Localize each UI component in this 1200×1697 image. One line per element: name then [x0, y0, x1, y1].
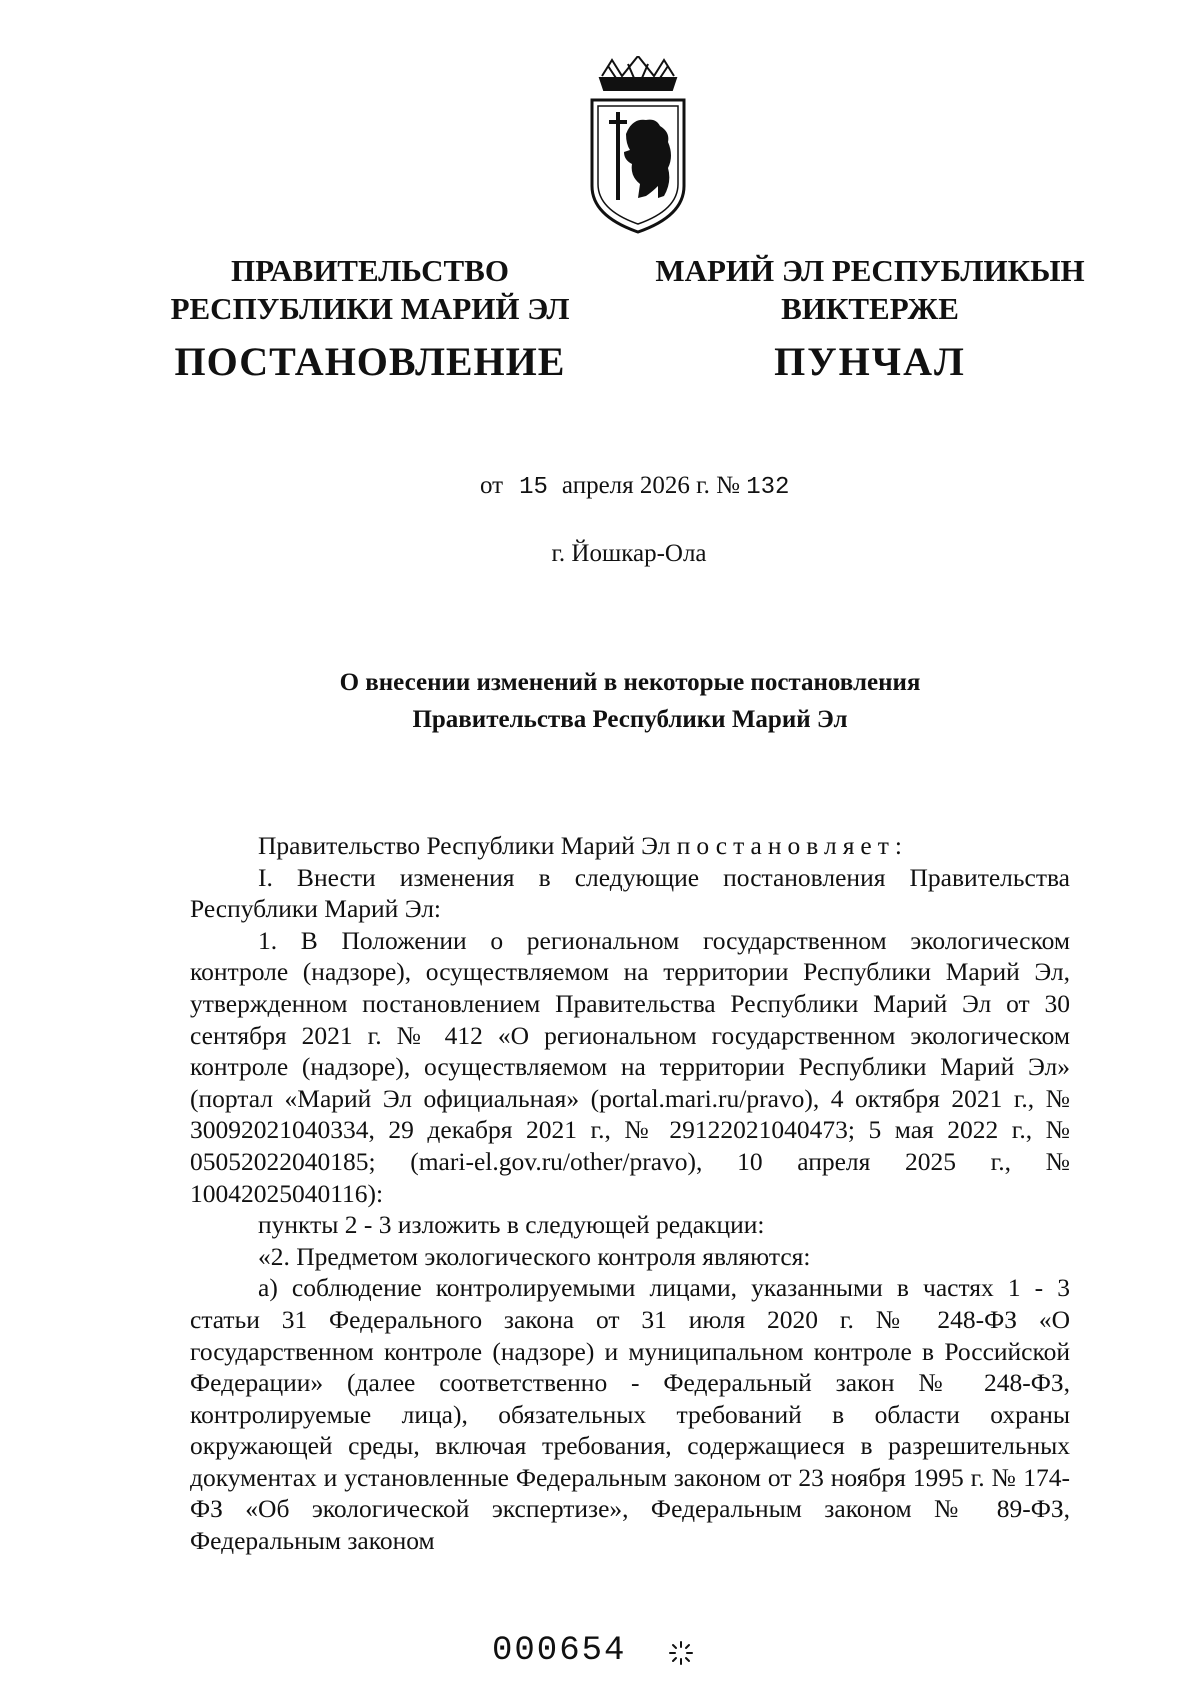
intro-spaced: постановляет [676, 831, 895, 860]
document-number: 132 [746, 474, 790, 501]
doctype-mari: ПУНЧАЛ [774, 339, 966, 384]
intro-end: : [894, 831, 902, 860]
header-left-line2: РЕСПУБЛИКИ МАРИЙ ЭЛ [170, 291, 570, 326]
doctype-russian: ПОСТАНОВЛЕНИЕ [174, 339, 566, 384]
subject-line1: О внесении изменений в некоторые постановления [339, 669, 921, 696]
header-left [160, 252, 580, 328]
city-name: г. Йошкар-Ола [551, 540, 707, 567]
date-month-year: апреля 2026 г. № [561, 472, 740, 499]
paragraph-3: пункты 2 - 3 изложить в следующей редакции: [258, 1210, 765, 1240]
paragraph-1: I. Внести изменения в следующие постановления Правительства Республики Марий Эл: [190, 862, 1070, 924]
paragraph-4: «2. Предметом экологического контроля являются: [258, 1241, 811, 1271]
intro-paragraph [190, 830, 1070, 862]
header-right-line1: МАРИЙ ЭЛ РЕСПУБЛИКЫН [655, 253, 1085, 288]
document-body [190, 830, 1070, 1557]
document-subject [200, 664, 1060, 738]
intro-lead: Правительство Республики Марий Эл [258, 831, 677, 860]
date-prefix: от [480, 472, 504, 499]
paragraph-5: а) соблюдение контролируемыми лицами, указанными в частях 1 - 3 статьи 31 Федерального закона от 31 июля 2020 г. № 248-ФЗ «О государственном контроле (надзоре) и муниципальном контроле в Российской Федерации» (далее соответственно - Федеральный закон № 248-ФЗ, контролируемые лица), обязательных требований в области охраны окружающей среды, включая требования, содержащиеся в разрешительных документах и установленные Федеральным законом от 23 ноября 1995 г. № 174-ФЗ «Об экологической экспертизе», Федеральным законом № 89-ФЗ, Федеральным законом [190, 1273, 1070, 1556]
security-mark-icon [668, 1640, 694, 1666]
paragraph-2: 1. В Положении о региональном государственном экологическом контроле (надзоре), осуществляемом на территории Республики Марий Эл, утвержденном постановлением Правительства Республики Марий Эл от 30 сентября 2021 г. № 412 «О региональном государственном экологическом контроле (надзоре), осуществляемом на территории Республики Марий Эл» (портал «Марий Эл официальная» (portal.mari.ru/pravo), 4 октября 2021 г., № 30092021040334, 29 декабря 2021 г., № 29122021040473; 5 мая 2022 г., № 05052022040185; (mari-el.gov.ru/other/pravo), 10 апреля 2025 г., № 10042025040116): [190, 925, 1070, 1208]
serial-number: 000654 [492, 1632, 627, 1670]
document-date-line [480, 472, 789, 501]
coat-of-arms-bear-icon [580, 56, 696, 236]
header-right-line2: ВИКТЕРЖЕ [781, 291, 959, 326]
subject-line2: Правительства Республики Марий Эл [412, 706, 848, 733]
date-day: 15 [519, 474, 548, 501]
header-right [640, 252, 1100, 328]
header-left-line1: ПРАВИТЕЛЬСТВО [231, 253, 509, 288]
